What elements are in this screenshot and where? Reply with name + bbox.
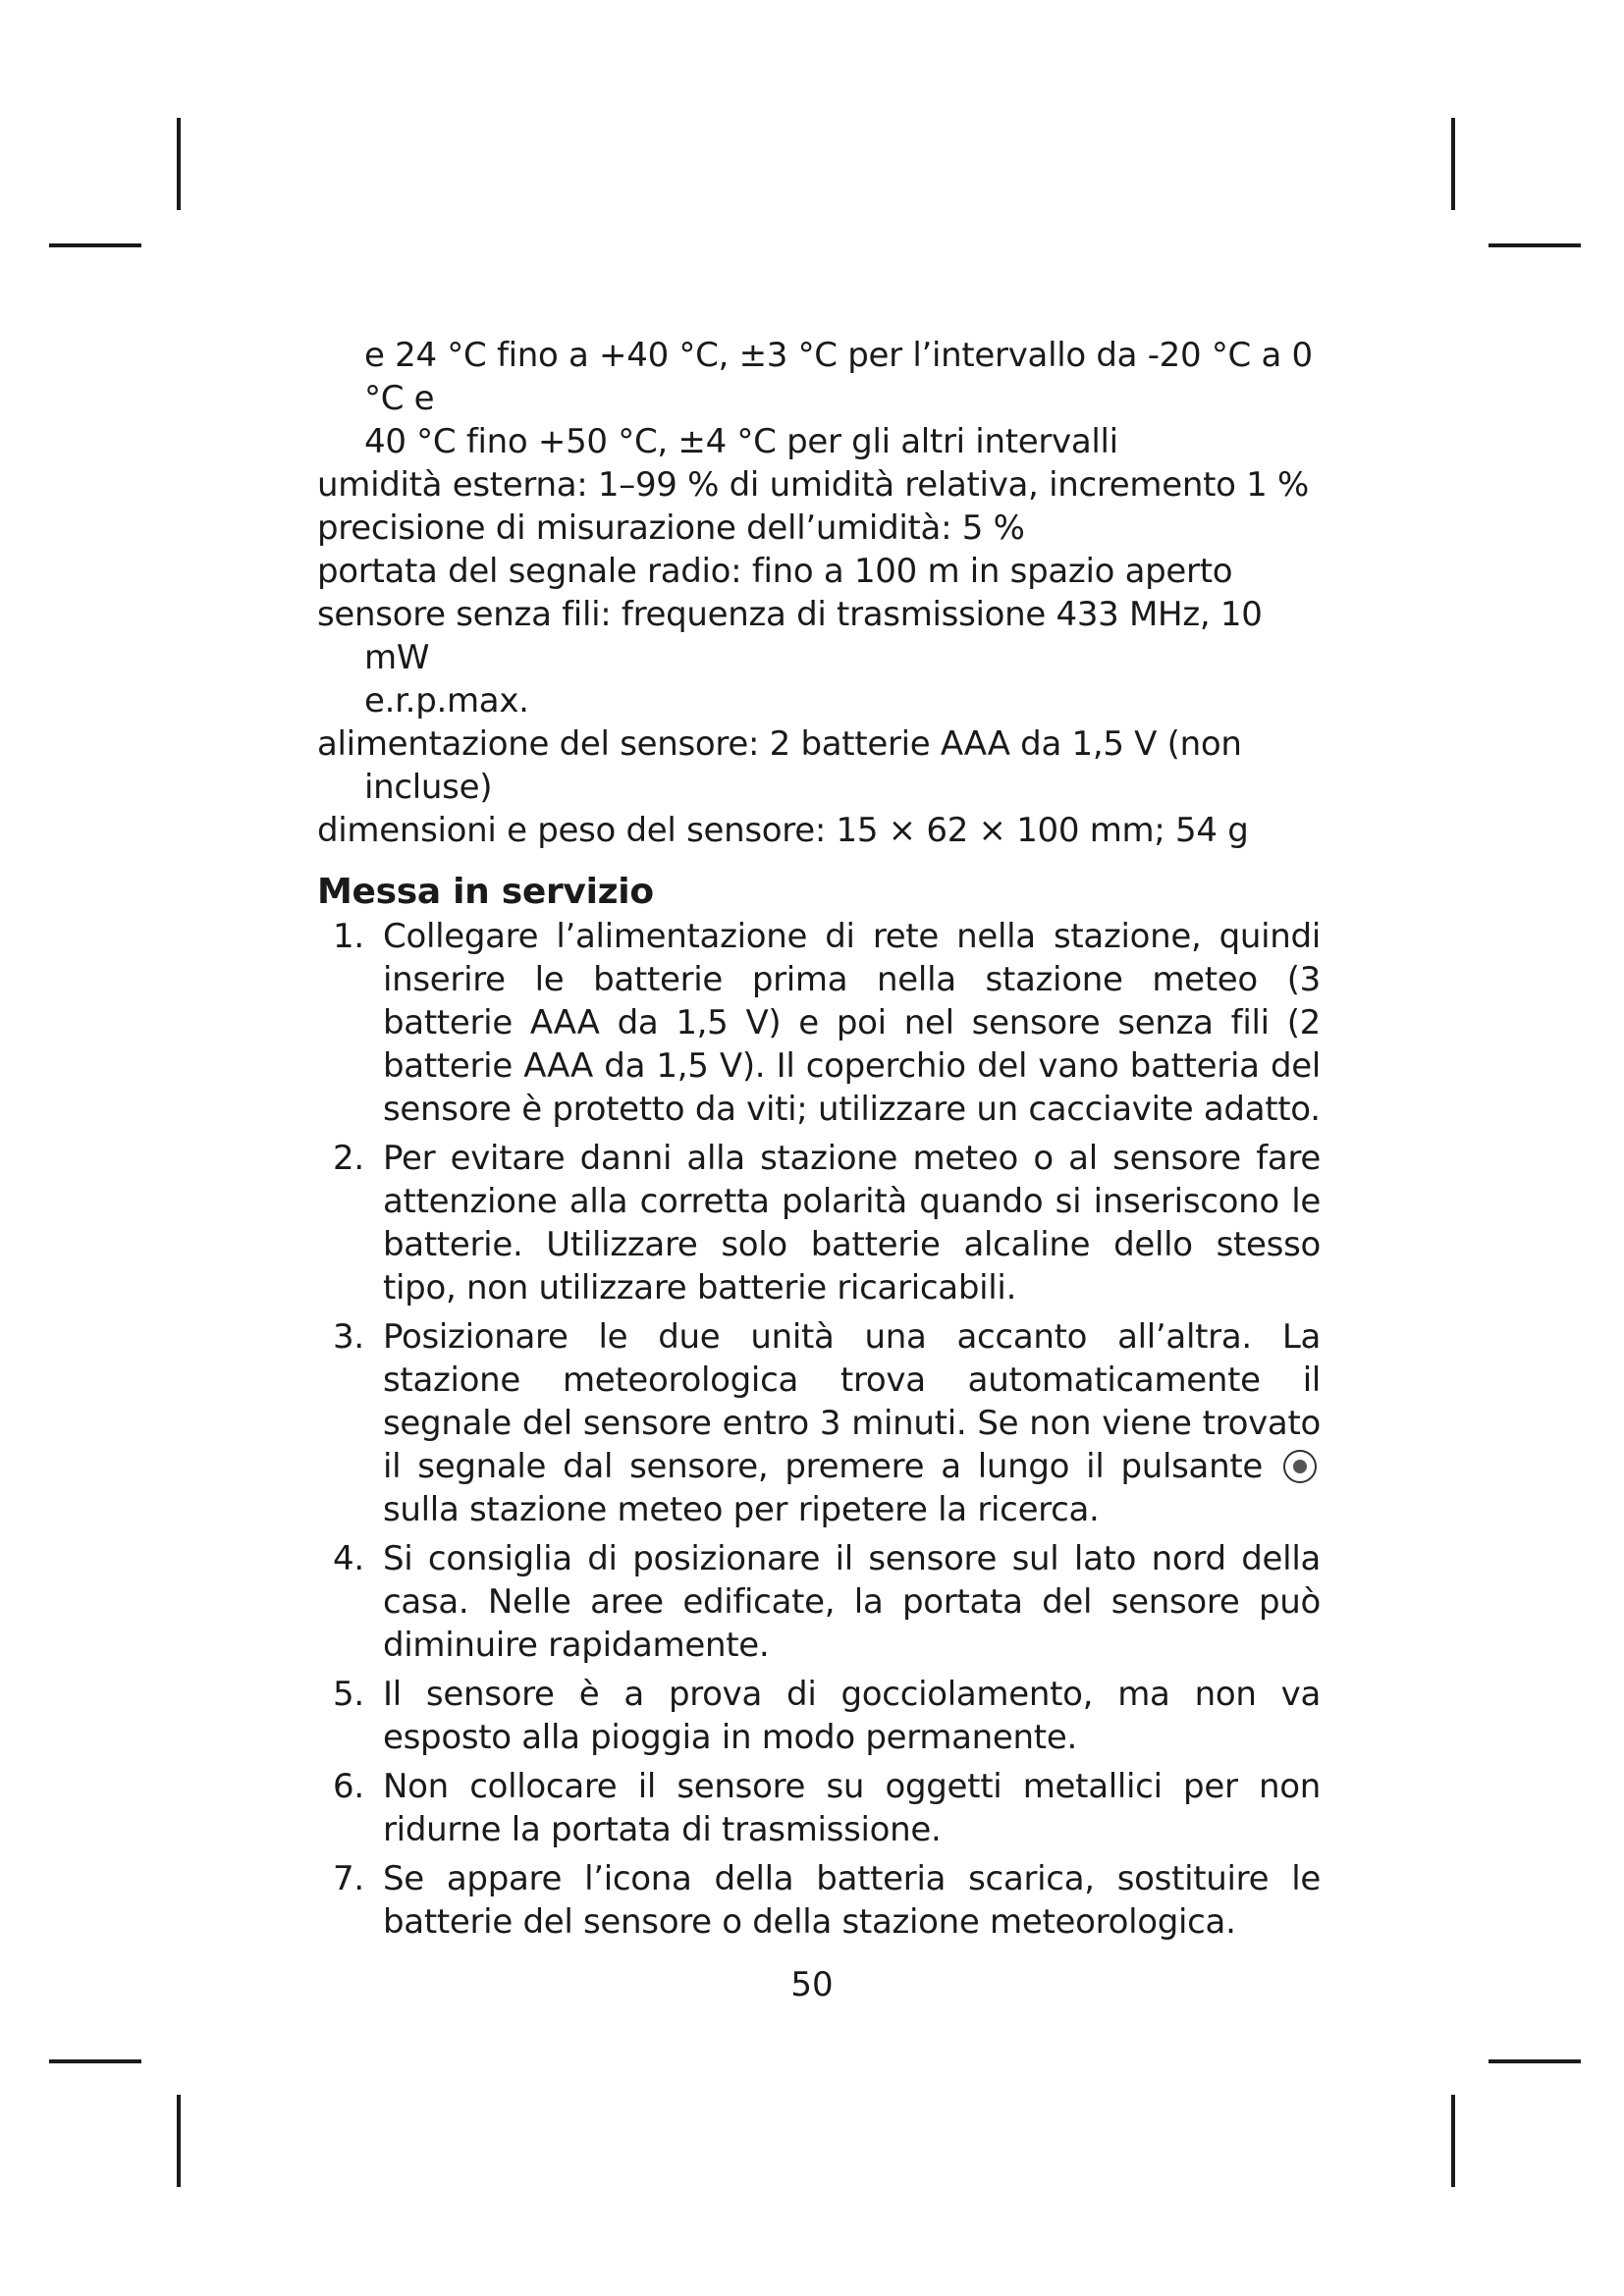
crop-mark-top-right-vertical <box>1451 118 1455 210</box>
step-number: 7. <box>333 1859 364 1898</box>
step-text: sulla stazione meteo per ripetere la ricerca. <box>383 1490 1100 1529</box>
list-item <box>317 1673 1321 1759</box>
list-item <box>317 1537 1321 1667</box>
page-number: 50 <box>790 1965 834 2004</box>
spec-line: dimensioni e peso del sensore: 15 × 62 × 100 mm; 54 g <box>317 811 1249 850</box>
step-number: 2. <box>333 1139 364 1178</box>
list-item <box>317 1857 1321 1944</box>
spec-line: umidità esterna: 1–99 % di umidità relativa, incremento 1 % <box>317 465 1309 505</box>
step-number: 5. <box>333 1675 364 1714</box>
sensor-button-icon <box>1283 1450 1317 1483</box>
spec-line: e 24 °C fino a +40 °C, ±3 °C per l’intervallo da -20 °C a 0 °C e <box>364 336 1313 418</box>
step-number: 3. <box>333 1317 364 1357</box>
specifications <box>317 334 1321 852</box>
step-text: Posizionare le due unità una accanto all’altra. La stazione meteorologica trova automaticamente il segnale del sensore entro 3 minuti. Se non viene trovato il segnale dal sensore, premere a lungo il pulsante <box>383 1317 1321 1486</box>
crop-mark-bottom-right-vertical <box>1451 2095 1455 2187</box>
spec-line: sensore senza fili: frequenza di trasmissione 433 MHz, 10 mW <box>317 595 1263 677</box>
list-item <box>317 1315 1321 1531</box>
step-number: 4. <box>333 1539 364 1578</box>
list-item <box>317 1765 1321 1851</box>
crop-mark-bottom-right-horizontal <box>1489 2059 1581 2063</box>
crop-mark-top-right-horizontal <box>1489 243 1581 247</box>
list-item <box>317 1137 1321 1309</box>
step-number: 6. <box>333 1767 364 1806</box>
step-text: Il sensore è a prova di gocciolamento, ma non va esposto alla pioggia in modo permanente. <box>383 1675 1321 1757</box>
spec-line: e.r.p.max. <box>364 681 529 721</box>
step-number: 1. <box>333 917 364 956</box>
crop-mark-bottom-left-vertical <box>177 2095 181 2187</box>
section-title: Messa in servizio <box>317 872 654 912</box>
setup-steps <box>317 915 1321 1944</box>
step-text: Non collocare il sensore su oggetti metallici per non ridurne la portata di trasmissione. <box>383 1767 1321 1849</box>
crop-mark-top-left-vertical <box>177 118 181 210</box>
list-item <box>317 915 1321 1131</box>
crop-mark-bottom-left-horizontal <box>49 2059 141 2063</box>
spec-line: portata del segnale radio: fino a 100 m in spazio aperto <box>317 552 1233 591</box>
spec-line: alimentazione del sensore: 2 batterie AAA da 1,5 V (non incluse) <box>317 724 1242 807</box>
step-text: Collegare l’alimentazione di rete nella stazione, quindi inserire le batterie prima nella stazione meteo (3 batterie AAA da 1,5 V) e poi nel sensore senza fili (2 batterie AAA da 1,5 V). Il coperchio del vano batteria del sensore è protetto da viti; utilizzare un cacciavite adatto. <box>383 917 1321 1129</box>
page-content <box>317 334 1321 1944</box>
step-text: Per evitare danni alla stazione meteo o al sensore fare attenzione alla corretta polarità quando si inseriscono le batterie. Utilizzare solo batterie alcaline dello stesso tipo, non utilizzare batterie ricaricabili. <box>383 1139 1321 1308</box>
step-text: Se appare l’icona della batteria scarica, sostituire le batterie del sensore o della stazione meteorologica. <box>383 1859 1321 1942</box>
crop-mark-top-left-horizontal <box>49 243 141 247</box>
spec-line: 40 °C fino +50 °C, ±4 °C per gli altri intervalli <box>364 422 1118 461</box>
spec-line: precisione di misurazione dell’umidità: 5 % <box>317 508 1025 548</box>
step-text: Si consiglia di posizionare il sensore sul lato nord della casa. Nelle aree edificate, la portata del sensore può diminuire rapidamente. <box>383 1539 1321 1665</box>
